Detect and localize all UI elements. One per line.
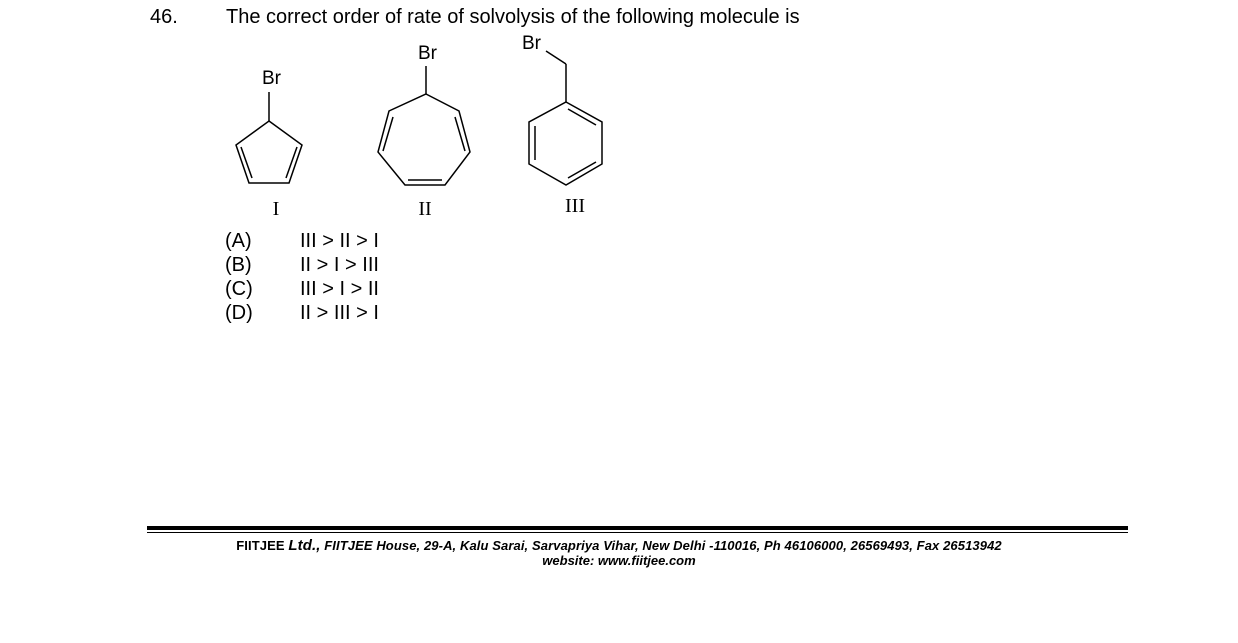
option-letter: (A)	[225, 230, 252, 252]
option-letter: (B)	[225, 254, 252, 276]
footer-brand: FIITJEE	[236, 538, 285, 553]
answer-options	[225, 229, 379, 325]
question-text: The correct order of rate of solvolysis of the following molecule is	[226, 6, 800, 28]
footer-website[interactable]: website: www.fiitjee.com	[542, 553, 696, 568]
option-d[interactable]	[225, 301, 379, 325]
molecule-i-structure	[236, 92, 302, 183]
option-text: III > II > I	[300, 230, 379, 252]
molecule-ii-br: Br	[418, 43, 437, 64]
molecule-i-br: Br	[262, 68, 281, 89]
molecule-iii-label: III	[565, 195, 585, 217]
option-b[interactable]	[225, 253, 379, 277]
molecule-iii-structure	[529, 51, 602, 185]
footer-ltd: Ltd.,	[288, 537, 321, 554]
footer-divider-thin	[147, 532, 1128, 533]
option-text: III > I > II	[300, 278, 379, 300]
option-text: II > III > I	[300, 302, 379, 324]
molecule-iii-br: Br	[522, 33, 541, 54]
option-c[interactable]	[225, 277, 379, 301]
option-a[interactable]	[225, 229, 379, 253]
molecule-ii-structure	[378, 66, 470, 185]
option-letter: (C)	[225, 278, 253, 300]
option-letter: (D)	[225, 302, 253, 324]
molecule-ii-label: II	[418, 198, 432, 220]
option-text: II > I > III	[300, 254, 379, 276]
footer-address: FIITJEE House, 29-A, Kalu Sarai, Sarvapriya Vihar, New Delhi -110016, Ph 46106000, 26569493, Fax 26513942	[324, 538, 1002, 553]
footer-address-line	[0, 537, 1238, 554]
molecule-i-label: I	[272, 198, 280, 220]
footer-divider-thick	[147, 526, 1128, 530]
question-number: 46.	[150, 6, 178, 28]
